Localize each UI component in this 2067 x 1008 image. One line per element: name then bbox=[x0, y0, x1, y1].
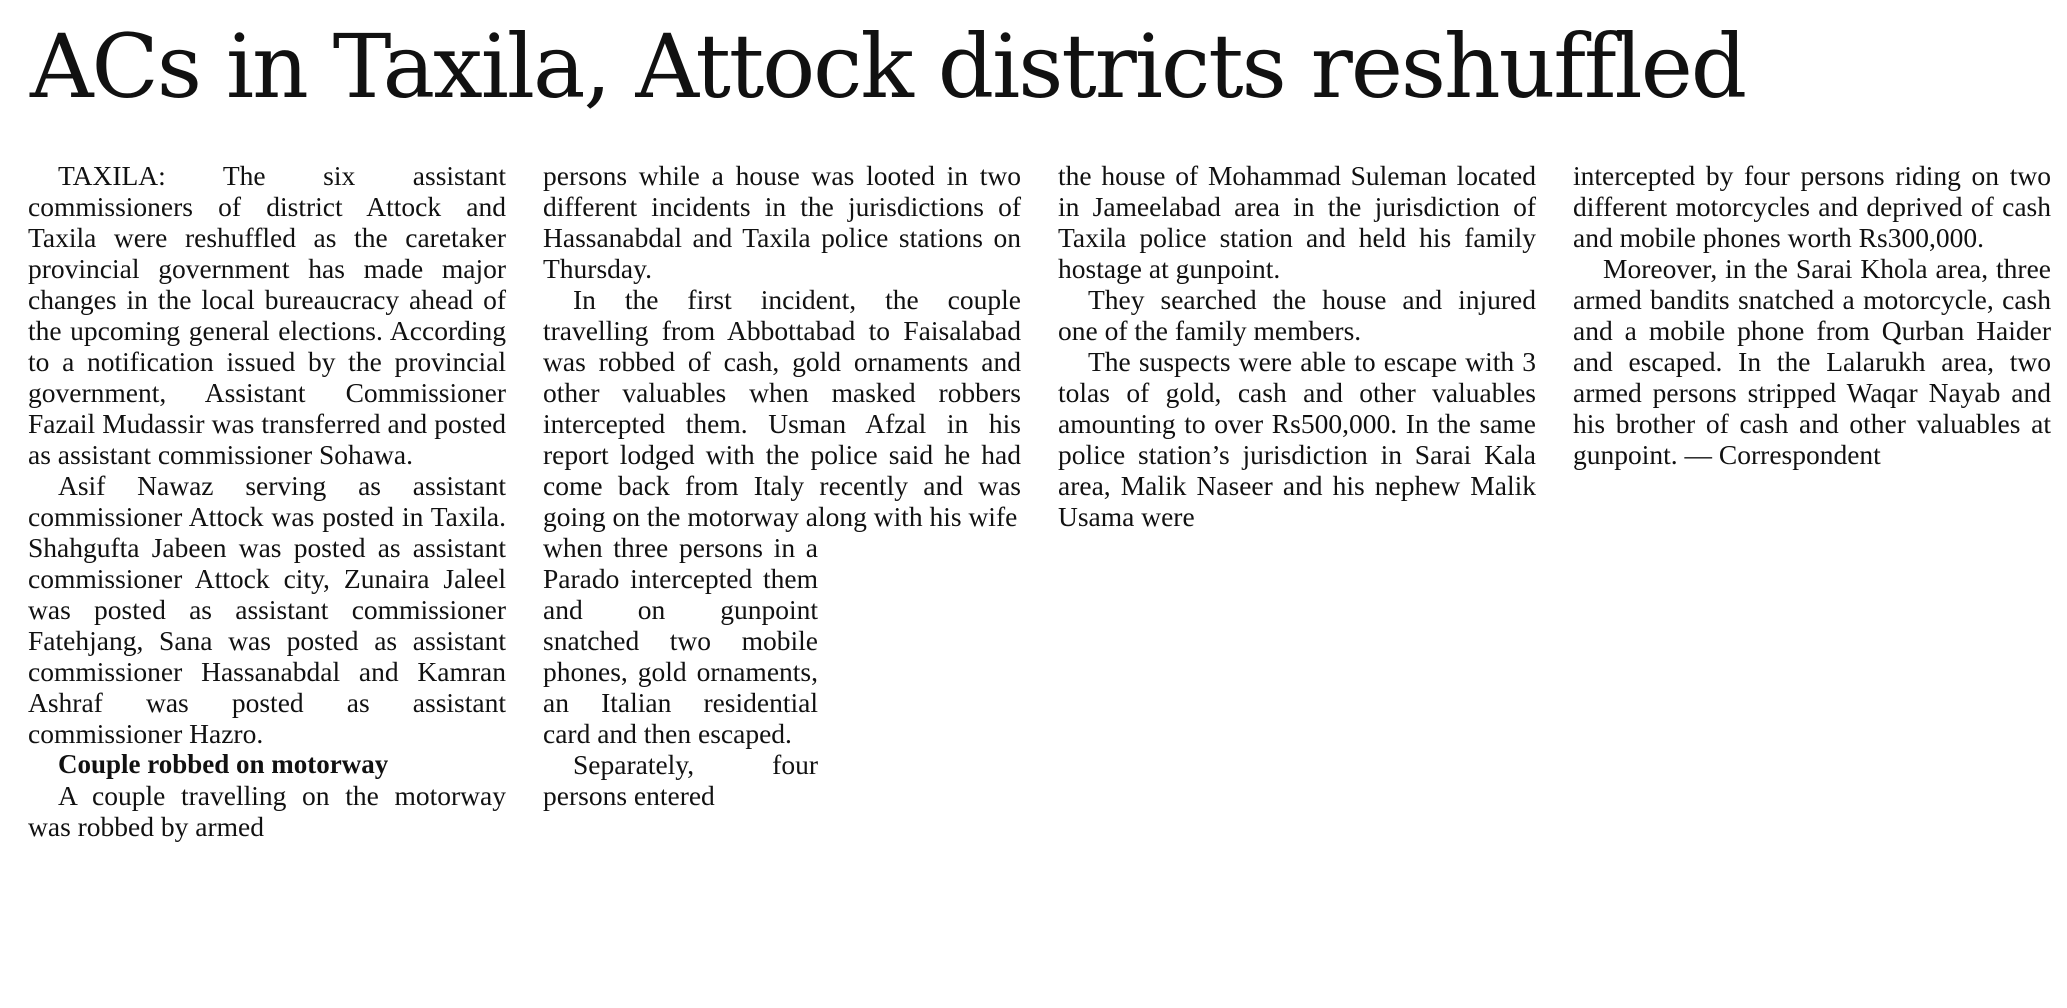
paragraph: intercepted by four persons riding on two different motorcycles and deprived of cash and mobile phones worth Rs300,000. bbox=[1573, 160, 2051, 253]
paragraph: The suspects were able to escape with 3 tolas of gold, cash and other valuables amounting to over Rs500,000. In the same police station’s jurisdiction in Sarai Kala area, Malik Naseer and his nephew Malik Usama were bbox=[1058, 346, 1536, 532]
paragraph: Asif Nawaz serving as assistant commissioner Attock was posted in Taxila. Shahgufta Jabeen was posted as assistant commissioner Attock city, Zunaira Jaleel was posted as assistant commissioner Fatehjang, Sana was posted as assistant commissioner Hassanabdal and Kamran Ashraf was posted as assistant commissioner Hazro. bbox=[28, 470, 506, 749]
paragraph: A couple travelling on the motorway was robbed by armed bbox=[28, 780, 506, 842]
article-column-1 bbox=[28, 160, 506, 842]
article-column-2 bbox=[543, 160, 1021, 811]
article-column-4 bbox=[1573, 160, 2051, 470]
paragraph: the house of Mohammad Suleman located in Jameelabad area in the jurisdiction of Taxila police station and held his family hostage at gunpoint. bbox=[1058, 160, 1536, 284]
narrow-text-block bbox=[543, 532, 818, 811]
paragraph: when three persons in a Parado intercepted them and on gunpoint snatched two mobile phones, gold ornaments, an Italian residential card and then escaped. bbox=[543, 532, 818, 749]
article-column-3 bbox=[1058, 160, 1536, 532]
headline: ACs in Taxila, Attock districts reshuffled bbox=[30, 15, 1746, 118]
paragraph: Separately, four persons entered bbox=[543, 749, 818, 811]
paragraph: TAXILA: The six assistant commissioners of district Attock and Taxila were reshuffled as the caretaker provincial government has made major changes in the local bureaucracy ahead of the upcoming general elections. According to a notification issued by the provincial government, Assistant Commissioner Fazail Mudassir was transferred and posted as assistant commissioner Sohawa. bbox=[28, 160, 506, 470]
paragraph: In the first incident, the couple travelling from Abbottabad to Faisalabad was robbed of cash, gold ornaments and other valuables when masked robbers intercepted them. Usman Afzal in his report lodged with the police said he had come back from Italy recently and was going on the motorway along with his wife bbox=[543, 284, 1021, 532]
subheading: Couple robbed on motorway bbox=[58, 749, 389, 779]
paragraph: They searched the house and injured one of the family members. bbox=[1058, 284, 1536, 346]
paragraph: Moreover, in the Sarai Khola area, three armed bandits snatched a motorcycle, cash and a mobile phone from Qurban Haider and escaped. In the Lalarukh area, two armed persons stripped Waqar Nayab and his brother of cash and other valuables at gunpoint. — Correspondent bbox=[1573, 253, 2051, 470]
paragraph: persons while a house was looted in two different incidents in the jurisdictions of Hassanabdal and Taxila police stations on Thursday. bbox=[543, 160, 1021, 284]
